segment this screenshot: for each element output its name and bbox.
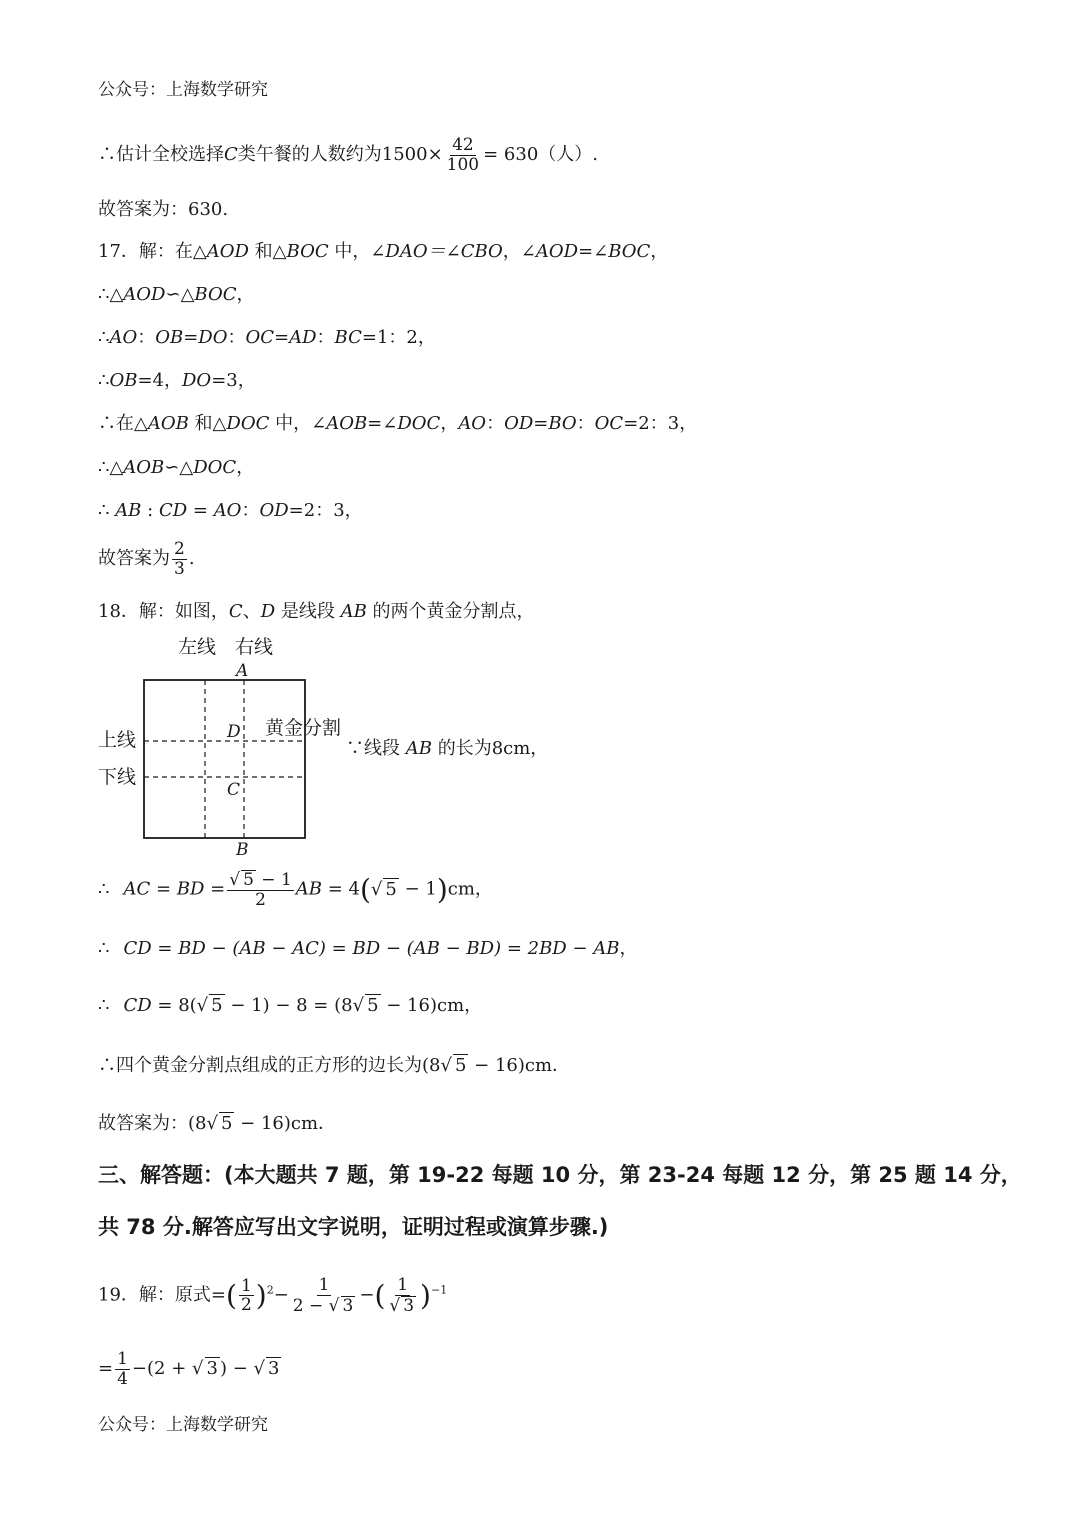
math-var: DOC: [193, 457, 237, 478]
sqrt-icon: [254, 1358, 265, 1379]
math-text: − 1: [398, 878, 437, 900]
fraction-numerator: 1: [318, 1275, 330, 1295]
math-var: AOB: [147, 413, 189, 434]
p16-text: 类午餐的人数约为1500×: [237, 144, 443, 166]
math-text: ：: [576, 413, 595, 434]
p18-line-1: [98, 601, 535, 623]
math-text: −: [273, 1284, 289, 1306]
golden-ratio-fraction: [227, 870, 294, 909]
math-var: DO: [181, 370, 212, 391]
math-text: :: [141, 500, 159, 521]
fraction-denominator: [387, 1296, 418, 1316]
math-text: ) −: [219, 1358, 254, 1380]
fraction-denominator: 4: [117, 1368, 128, 1389]
sqrt-radicand: 3: [206, 1358, 218, 1380]
math-var: BOC: [286, 241, 329, 262]
paren-open: (: [359, 872, 371, 906]
math-text: =1：2，: [361, 327, 436, 348]
math-text: 2 −: [292, 1295, 329, 1316]
math-text: cm，: [447, 878, 493, 900]
exponent: 2: [266, 1283, 274, 1297]
math-expr: AC = BD =: [123, 878, 226, 900]
sqrt-icon: [440, 1055, 451, 1076]
math-text: − 16)cm．: [468, 1055, 571, 1076]
p18-line-4: [98, 994, 482, 1017]
fraction-numerator: 1: [397, 1275, 409, 1295]
math-expr: CD = BD − (AB − AC) = BD − (AB − BD) = 2BD − AB: [123, 938, 620, 959]
fraction-numerator: 1: [240, 1275, 252, 1296]
math-var: AB: [115, 500, 142, 521]
p17-line-3: [98, 327, 436, 349]
p19-line-2: [98, 1350, 281, 1388]
math-var: AO: [213, 500, 242, 521]
section-3-heading-line-1: 三、解答题：(本大题共 7 题，第 19-22 每题 10 分，第 23-24 每题 12 分，第 25 题 14 分，: [98, 1163, 1022, 1187]
math-text: ∴四个黄金分割点组成的正方形的边长为(8: [98, 1055, 441, 1076]
sqrt-icon: [192, 1358, 203, 1379]
math-text: ，: [236, 284, 255, 305]
fraction-denominator: [291, 1296, 358, 1316]
label-point-A: A: [236, 661, 249, 681]
fraction-numerator: 1: [117, 1349, 128, 1369]
page-footer: 公众号：上海数学研究: [98, 1415, 268, 1435]
math-text: − 16)cm，: [380, 995, 483, 1016]
p19-fraction-3: [387, 1276, 418, 1315]
math-text: − 1: [255, 870, 292, 890]
p16-fraction: [445, 136, 481, 174]
label-point-B: B: [236, 840, 249, 860]
p19-fraction-1: [239, 1277, 254, 1315]
label-lower-line: 下线: [98, 766, 137, 788]
math-var: AB: [405, 738, 432, 759]
math-text: ，: [236, 457, 255, 478]
math-text: ：: [137, 327, 156, 348]
math-var: AOD: [206, 241, 249, 262]
math-text: =: [98, 1358, 114, 1380]
label-point-C: C: [227, 780, 241, 800]
sqrt-radicand: 3: [342, 1295, 354, 1316]
math-var: C: [228, 601, 243, 622]
answer-fraction: [172, 540, 187, 578]
math-text: = 8(: [151, 995, 197, 1016]
p16-answer: 故答案为：630.: [98, 199, 229, 220]
sqrt-radicand: 5: [243, 870, 254, 890]
p18-line-3: [98, 938, 638, 960]
fraction-numerator: 2: [174, 539, 185, 559]
p17-line-7: [98, 500, 363, 522]
label-golden: 黄金分割: [265, 717, 342, 739]
math-text: ∴: [98, 500, 116, 521]
paren-close: ): [436, 872, 448, 906]
fraction-denominator: 2: [240, 1295, 252, 1316]
p16-estimate-line: [98, 136, 598, 174]
p17-line-4: [98, 370, 256, 392]
paren-open: (: [374, 1278, 386, 1312]
math-text: ，: [619, 938, 638, 959]
math-var: AB: [340, 601, 367, 622]
p18-answer: [98, 1112, 336, 1135]
label-right-line: 右线: [235, 636, 274, 658]
p18-given: [346, 738, 548, 760]
label-upper-line: 上线: [98, 729, 137, 751]
math-text: −: [359, 1284, 375, 1306]
fraction-numerator: 42: [452, 135, 474, 155]
sqrt-radicand: 3: [403, 1295, 415, 1316]
sqrt-icon: [229, 870, 240, 890]
page-header: 公众号：上海数学研究: [98, 80, 268, 100]
p16-var: C: [224, 144, 238, 166]
math-text: ∴: [98, 327, 110, 348]
section-3-heading-line-2: 共 78 分.解答应写出文字说明，证明过程或演算步骤.): [98, 1215, 609, 1239]
math-var: OC=AD: [245, 327, 317, 348]
math-text: ，: [440, 413, 459, 434]
paren-open: (: [226, 1278, 237, 1312]
math-var: CD: [158, 500, 188, 521]
math-var: BOC: [194, 284, 237, 305]
math-text: 和△: [188, 413, 227, 434]
sqrt-icon: [197, 995, 208, 1016]
fraction-denominator: 100: [446, 154, 480, 175]
math-text: ∽△: [165, 284, 195, 305]
p17-line-1: [98, 241, 668, 263]
fraction-numerator: [227, 870, 294, 891]
square-outline: [144, 680, 305, 838]
fraction-denominator: 3: [174, 558, 185, 579]
math-text: ：: [227, 327, 246, 348]
p18-line-5: [98, 1054, 570, 1077]
sqrt-icon: [329, 1296, 340, 1316]
exponent: −1: [430, 1283, 448, 1297]
math-var: CD: [123, 995, 152, 1016]
math-text: −(2 +: [131, 1358, 193, 1380]
label-left-line: 左线: [178, 636, 217, 658]
p17-answer: [98, 540, 195, 578]
math-expr: ∠AOB=∠DOC: [311, 413, 441, 434]
p19-line-1: [98, 1276, 447, 1315]
sqrt-icon: [371, 879, 382, 900]
label-point-D: D: [227, 722, 241, 742]
fraction-denominator: 2: [255, 889, 266, 910]
math-text: =4，: [137, 370, 182, 391]
math-var: AOD: [123, 284, 166, 305]
p17-line-5: [98, 413, 697, 435]
math-text: ∴△: [98, 284, 124, 305]
math-text: ，: [502, 241, 521, 262]
p18-line-2: [98, 870, 493, 909]
sqrt-radicand: 5: [454, 1055, 467, 1076]
sqrt-radicand: 3: [268, 1358, 280, 1380]
sqrt-radicand: 5: [211, 995, 223, 1016]
sqrt-radicand: 5: [367, 995, 379, 1016]
math-text: = 4: [322, 878, 360, 900]
math-expr: ∠AOD=∠BOC: [520, 241, 651, 262]
math-var: AO: [109, 327, 138, 348]
paren-close: ): [420, 1278, 431, 1312]
math-text: ：: [241, 500, 260, 521]
math-text: 、: [242, 601, 261, 622]
p17-line-6: [98, 457, 254, 479]
p16-text: = 630（人）.: [483, 144, 599, 166]
golden-section-figure: [90, 628, 360, 862]
math-text: 19．解：原式=: [98, 1284, 226, 1306]
math-text: ∴△: [98, 457, 124, 478]
math-text: ∴: [98, 995, 110, 1016]
math-text: 和△: [248, 241, 287, 262]
math-text: 故答案为：(8: [98, 1113, 207, 1134]
sqrt-icon: [353, 995, 364, 1016]
math-text: ∴在△: [98, 413, 148, 434]
sqrt-radicand: 5: [220, 1113, 233, 1134]
paren-close: ): [255, 1278, 267, 1312]
math-text: .: [188, 548, 195, 570]
math-text: ，: [650, 241, 669, 262]
math-var: OD=BO: [504, 413, 577, 434]
math-text: ∴: [98, 938, 110, 959]
math-text: − 16)cm．: [234, 1113, 337, 1134]
sqrt-radicand: 5: [385, 878, 397, 900]
math-var: AO: [458, 413, 487, 434]
p17-line-2: [98, 284, 255, 306]
math-var: AB: [295, 878, 322, 900]
math-var: OB=DO: [155, 327, 228, 348]
math-var: D: [260, 601, 276, 622]
p19-fraction-quarter: [115, 1350, 130, 1388]
p16-text: ∴估计全校选择: [98, 144, 224, 166]
math-text: 故答案为: [98, 548, 170, 570]
math-text: =2：3，: [288, 500, 363, 521]
math-var: OC: [594, 413, 624, 434]
p19-fraction-2: [291, 1276, 358, 1315]
math-var: BC: [334, 327, 362, 348]
math-text: 的两个黄金分割点，: [366, 601, 535, 622]
math-text: − 1) − 8 = (8: [224, 995, 353, 1016]
math-var: OD: [259, 500, 289, 521]
math-text: ∴: [98, 370, 110, 391]
math-text: 中，: [269, 413, 312, 434]
math-text: ∴: [98, 878, 110, 900]
math-text: ∵线段: [346, 738, 406, 759]
math-var: DOC: [226, 413, 270, 434]
math-var: OB: [109, 370, 138, 391]
math-expr: ∠DAO＝∠CBO: [370, 241, 503, 262]
math-text: ∽△: [164, 457, 194, 478]
math-text: ：: [316, 327, 335, 348]
math-text: 是线段: [275, 601, 341, 622]
math-text: 17．解：在△: [98, 241, 207, 262]
math-text: ：: [486, 413, 505, 434]
math-text: =: [187, 500, 214, 521]
math-text: 18．解：如图，: [98, 601, 229, 622]
math-var: AOB: [123, 457, 165, 478]
math-text: 中，: [328, 241, 371, 262]
math-text: =2：3，: [623, 413, 698, 434]
math-text: 的长为8cm，: [431, 738, 549, 759]
sqrt-icon: [206, 1113, 217, 1134]
sqrt-icon: [389, 1296, 400, 1316]
math-text: =3，: [211, 370, 256, 391]
